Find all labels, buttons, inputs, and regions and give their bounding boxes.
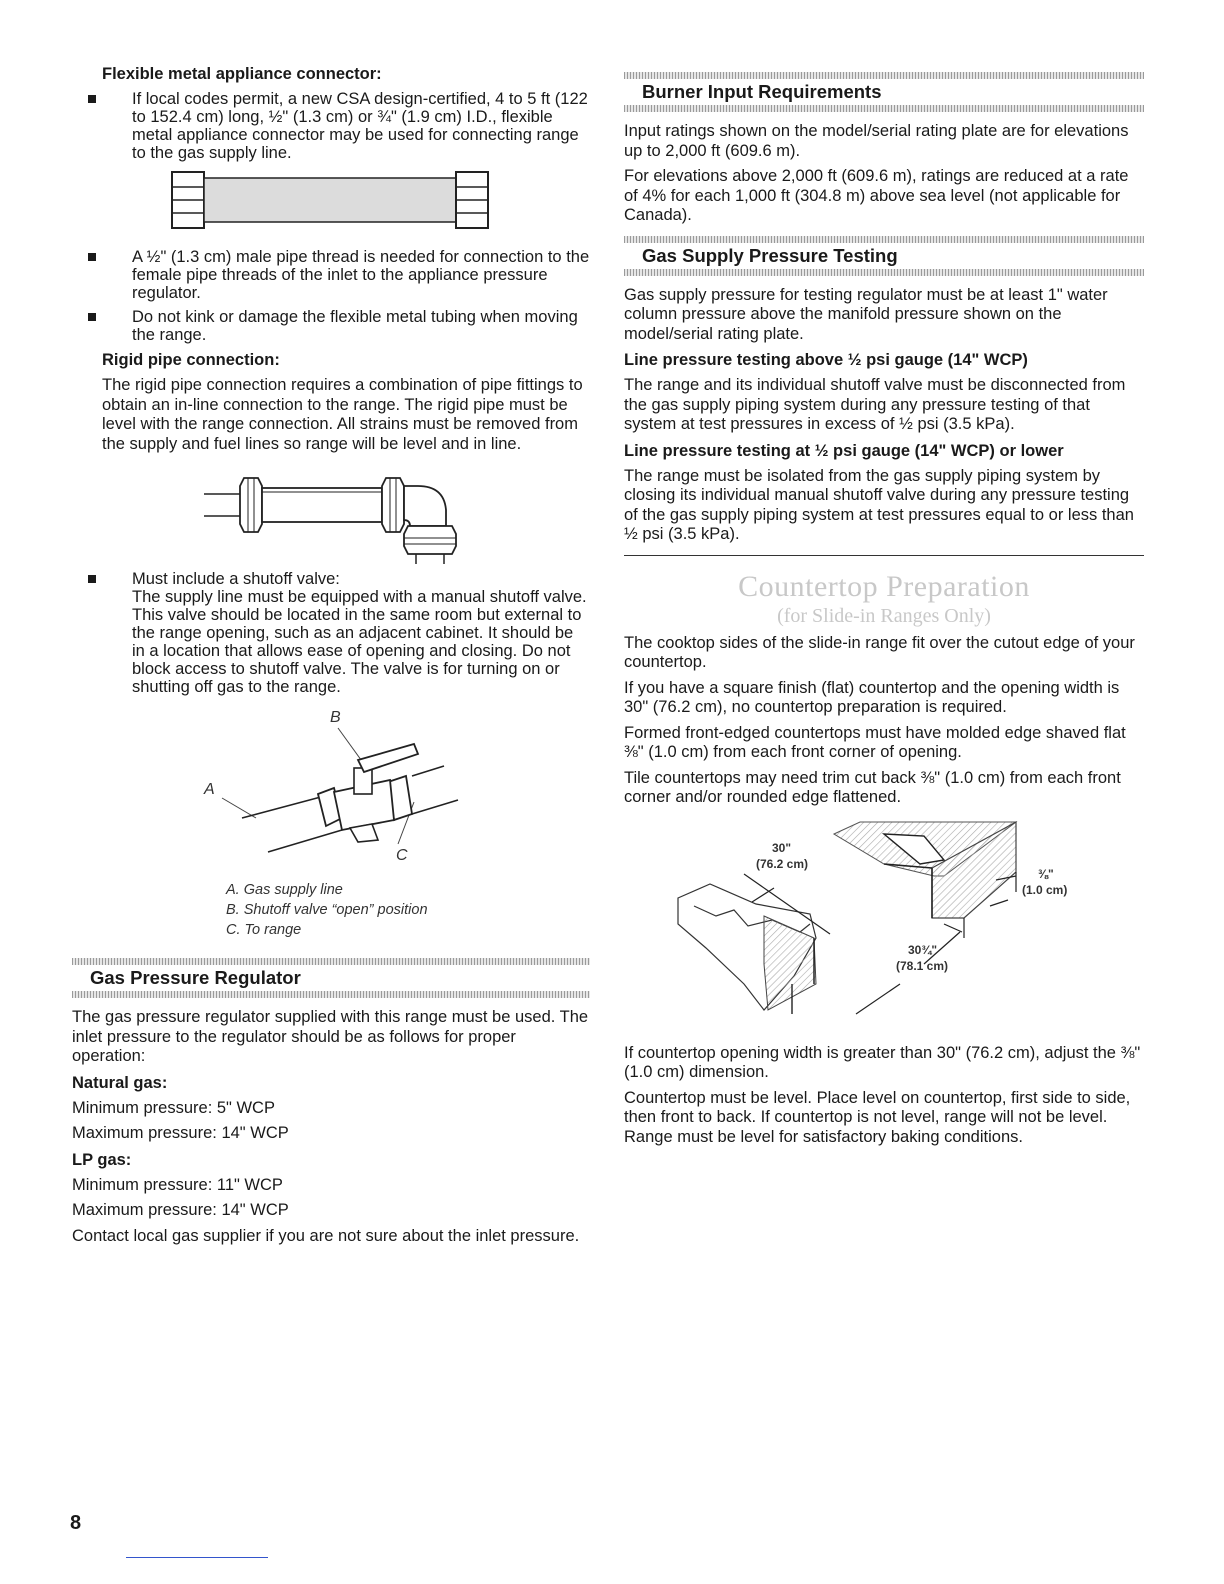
valve-captions <box>72 880 590 940</box>
dim-30-cm-label: (76.2 cm) <box>756 856 809 871</box>
burner-section-header <box>624 72 1144 112</box>
bullet-icon <box>88 253 96 261</box>
above-half-psi-paragraph: The range and its individual shutoff valve must be disconnected from the gas supply piping system during any pressure testing of that system at test pressures in excess of ½ psi (3.5 kPa). <box>624 376 1126 433</box>
caption-c: C. To range <box>226 922 302 938</box>
lp-min: Minimum pressure: 11" WCP <box>72 1175 283 1194</box>
list-item <box>72 248 590 302</box>
countertop-paragraph-4: Tile countertops may need trim cut back ⅜" (1.0 cm) from each front corner and/or rounded edge flattened. <box>624 768 1121 806</box>
contact-paragraph: Contact local gas supplier if you are not sure about the inlet pressure. <box>72 1226 580 1245</box>
dim-30-label: 30" <box>772 840 792 855</box>
testing-section-header <box>624 236 1144 276</box>
list-item <box>72 570 590 696</box>
bullet-icon <box>88 575 96 583</box>
flex-connector-heading: Flexible metal appliance connector: <box>102 65 382 83</box>
left-column <box>72 64 590 1252</box>
list-item <box>72 90 590 162</box>
list-item <box>72 308 590 344</box>
bullet-title: Must include a shutoff valve: <box>132 570 340 588</box>
bullet-icon <box>88 313 96 321</box>
bullet-icon <box>88 95 96 103</box>
regulator-title: Gas Pressure Regulator <box>90 967 301 988</box>
natural-min: Minimum pressure: 5" WCP <box>72 1098 275 1117</box>
dim-38-cm-label: (1.0 cm) <box>1022 882 1068 897</box>
page-number: 8 <box>70 1512 82 1534</box>
countertop-paragraph-5: If countertop opening width is greater than 30" (76.2 cm), adjust the ⅜" (1.0 cm) dimension. <box>624 1043 1141 1081</box>
countertop-title: Countertop Preparation <box>738 569 1030 603</box>
rigid-pipe-paragraph: The rigid pipe connection requires a combination of pipe fittings to obtain an in-line connection to the range. The rigid pipe must be level with the range connection. All strains must be removed from the supply and fuel lines so range will be level and in line. <box>102 376 583 453</box>
countertop-subtitle: (for Slide-in Ranges Only) <box>777 604 991 627</box>
shutoff-valve-figure <box>72 702 590 876</box>
dim-38-label: ⅜" <box>1038 866 1054 881</box>
dim-3034-label: 30¾" <box>908 942 938 957</box>
burner-title: Burner Input Requirements <box>642 81 882 102</box>
hatch-divider <box>624 236 1144 243</box>
valve-label-c: C <box>396 847 408 864</box>
hatch-divider <box>72 991 590 998</box>
bullet-text: The supply line must be equipped with a manual shutoff valve. This valve should be located in the same room but external to the range opening, such as an adjacent cabinet. It should be in a location that allows ease of opening and closing. Do not block access to shutoff valve. The valve is for turning on or shutting off gas to the range. <box>132 588 587 696</box>
section-divider <box>624 555 1144 556</box>
hatch-divider <box>72 958 590 965</box>
lp-gas-heading: LP gas: <box>72 1150 132 1169</box>
countertop-paragraph-3: Formed front-edged countertops must have molded edge shaved flat ⅜" (1.0 cm) from each front corner of opening. <box>624 723 1126 761</box>
right-column <box>624 72 1144 1153</box>
at-half-psi-heading: Line pressure testing at ½ psi gauge (14" WCP) or lower <box>624 441 1064 460</box>
bullet-text: If local codes permit, a new CSA design-certified, 4 to 5 ft (122 to 152.4 cm) long, ½" (1.3 cm) or ¾" (1.9 cm) I.D., flexible metal appliance connector may be used for connecting range to the gas supply line. <box>132 90 588 162</box>
above-half-psi-heading: Line pressure testing above ½ psi gauge (14" WCP) <box>624 351 1028 369</box>
rigid-pipe-heading: Rigid pipe connection: <box>102 351 280 369</box>
countertop-paragraph-2: If you have a square finish (flat) countertop and the opening width is 30" (76.2 cm), no countertop preparation is required. <box>624 678 1120 716</box>
caption-a: A. Gas supply line <box>226 882 343 898</box>
rigid-pipe-figure <box>72 460 590 564</box>
hatch-divider <box>624 105 1144 112</box>
flexible-connector-figure <box>72 168 590 236</box>
valve-label-b: B <box>330 709 341 726</box>
hatch-divider <box>624 269 1144 276</box>
bullet-text: Do not kink or damage the flexible metal tubing when moving the range. <box>132 308 578 344</box>
countertop-paragraph-1: The cooktop sides of the slide-in range fit over the cutout edge of your countertop. <box>624 633 1135 671</box>
hatch-divider <box>624 72 1144 79</box>
bullet-text: A ½" (1.3 cm) male pipe thread is needed for connection to the female pipe threads of the inlet to the appliance pressure regulator. <box>132 248 590 302</box>
valve-label-a: A <box>204 781 215 798</box>
regulator-section-header <box>72 958 590 998</box>
caption-b: B. Shutoff valve “open” position <box>226 902 428 918</box>
natural-gas-heading: Natural gas: <box>72 1073 168 1092</box>
dim-3034-cm-label: (78.1 cm) <box>896 958 949 973</box>
testing-title: Gas Supply Pressure Testing <box>642 244 898 266</box>
natural-max: Maximum pressure: 14" WCP <box>72 1124 289 1142</box>
burner-paragraph-2: For elevations above 2,000 ft (609.6 m), ratings are reduced at a rate of 4% for each 1,000 ft (304.8 m) above sea level (not applicable for Canada). <box>624 167 1129 224</box>
footer-rule <box>126 1557 268 1558</box>
countertop-figure <box>624 814 1144 1036</box>
burner-paragraph-1: Input ratings shown on the model/serial rating plate are for elevations up to 2,000 ft (609.6 m). <box>624 122 1129 160</box>
lp-max: Maximum pressure: 14" WCP <box>72 1201 289 1219</box>
regulator-paragraph: The gas pressure regulator supplied with this range must be used. The inlet pressure to the regulator should be as follows for proper operation: <box>72 1008 589 1065</box>
testing-paragraph: Gas supply pressure for testing regulator must be at least 1" water column pressure above the manifold pressure shown on the model/serial rating plate. <box>624 285 1108 343</box>
countertop-paragraph-6: Countertop must be level. Place level on countertop, first side to side, then front to back. If countertop is not level, range will not be level. Range must be level for satisfactory baking conditions. <box>624 1088 1131 1146</box>
at-half-psi-paragraph: The range must be isolated from the gas supply piping system by closing its individual manual shutoff valve during any pressure testing of the gas supply piping system at test pressures equal to or less than ½ psi (3.5 kPa). <box>624 466 1134 543</box>
